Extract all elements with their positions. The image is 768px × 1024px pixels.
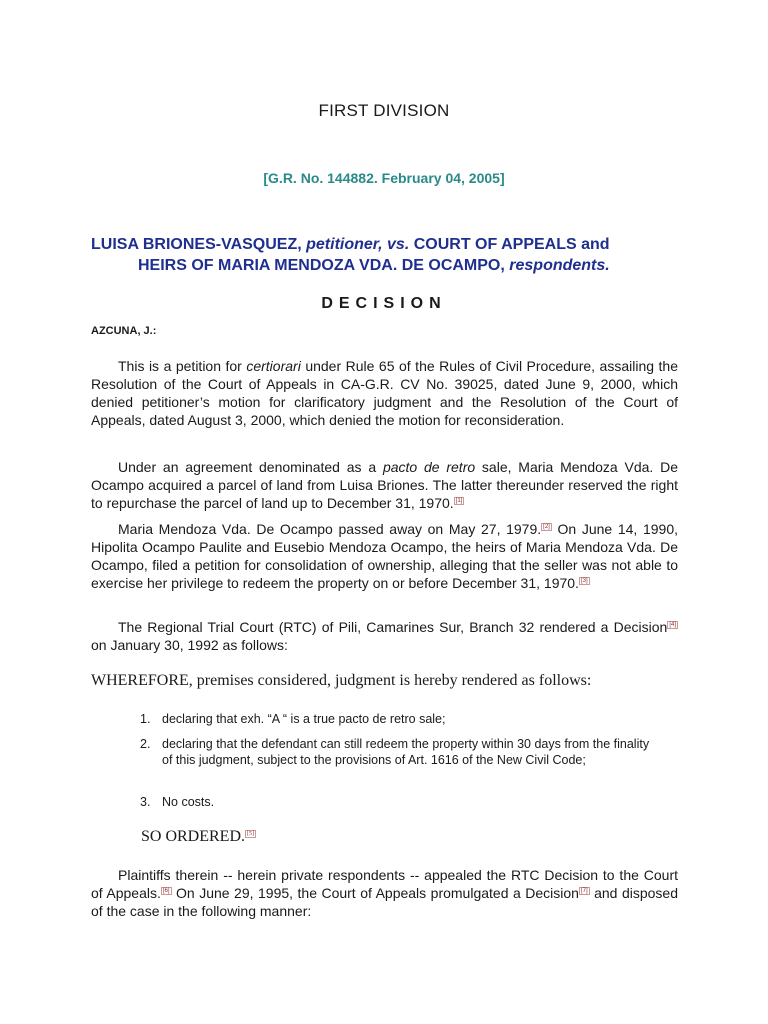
footnote-link-4[interactable]: [4] xyxy=(669,622,676,629)
dispositive-number: 1. xyxy=(140,712,151,726)
dispositive-intro: WHEREFORE, premises considered, judgment is hereby rendered as follows: xyxy=(91,672,592,689)
paragraph-2 xyxy=(91,458,678,512)
petitioner-name: LUISA BRIONES-VASQUEZ, xyxy=(91,236,307,253)
division-heading: FIRST DIVISION xyxy=(318,101,450,120)
paragraph-emphasis: certiorari xyxy=(246,358,301,374)
so-ordered-text: SO ORDERED. xyxy=(141,828,246,845)
footnote-link-2[interactable]: [2] xyxy=(543,524,550,531)
respondent-court: COURT OF APPEALS and xyxy=(409,236,610,253)
case-number: [G.R. No. 144882. February 04, 2005] xyxy=(263,170,505,186)
ponente: AZCUNA, J.: xyxy=(91,325,157,337)
paragraph-text: under Rule 65 of the Rules of Civil Procedure, assailing the Resolution of the Court of Appeals in CA-G.R. CV No. 39025, dated June 9, 2000, which denied petitioner’s motion for clarificatory judgment and the Resolution of the Court of Appeals, dated August 3, 2000, which denied the motion for reconsideration. xyxy=(91,358,678,428)
petitioner-role: petitioner, vs. xyxy=(306,236,410,253)
paragraph-text: sale, Maria Mendoza Vda. De Ocampo acquired a parcel of land from Luisa Briones. The latter thereunder reserved the right to repurchase the parcel of land up to December 31, 1970. xyxy=(91,459,678,511)
respondent-role: respondents. xyxy=(509,257,610,274)
paragraph-text: On June 29, 1995, the Court of Appeals promulgated a Decision xyxy=(171,885,579,901)
paragraph-text: On June 14, 1990, Hipolita Ocampo Paulite and Eusebio Mendoza Ocampo, the heirs of Maria Mendoza Vda. De Ocampo, filed a petition for consolidation of ownership, alleging that the seller was not able to exercise her privilege to redeem the property on or before December 31, 1970. xyxy=(91,521,678,591)
paragraph-text: on January 30, 1992 as follows: xyxy=(91,637,288,653)
paragraph-3 xyxy=(91,520,678,592)
footnote-link-1[interactable]: [1] xyxy=(455,498,463,505)
paragraph-1 xyxy=(91,357,678,429)
paragraph-5 xyxy=(91,866,678,920)
footnote-link-7[interactable]: [7] xyxy=(580,888,588,895)
respondent-heirs: HEIRS OF MARIA MENDOZA VDA. DE OCAMPO, xyxy=(138,257,510,274)
footnote-link-3[interactable]: [3] xyxy=(580,578,588,585)
dispositive-text: No costs. xyxy=(162,795,215,809)
paragraph-text: and disposed of the case in the following manner: xyxy=(91,885,679,919)
dispositive-number: 2. xyxy=(140,737,151,751)
so-ordered xyxy=(141,828,256,846)
dispositive-number: 3. xyxy=(140,795,151,809)
paragraph-text: This is a petition for xyxy=(118,358,247,374)
paragraph-text: Under an agreement denominated as a xyxy=(118,459,383,475)
paragraph-text: Maria Mendoza Vda. De Ocampo passed away on May 27, 1979. xyxy=(118,521,542,537)
dispositive-text: declaring that exh. “A “ is a true pacto de retro sale; xyxy=(162,712,446,726)
paragraph-text: The Regional Trial Court (RTC) of Pili, Camarines Sur, Branch 32 rendered a Decision xyxy=(118,619,668,635)
paragraph-emphasis: pacto de retro xyxy=(382,459,476,475)
paragraph-4 xyxy=(91,618,678,654)
footnote-link-5[interactable]: [5] xyxy=(247,830,255,837)
footnote-link-6[interactable]: [6] xyxy=(162,888,170,895)
decision-title: DECISION xyxy=(321,295,447,312)
case-parties xyxy=(91,234,681,276)
dispositive-text: declaring that the defendant can still redeem the property within 30 days from the finality of this judgment, subject to the provisions of Art. 1616 of the New Civil Code; xyxy=(162,737,650,767)
paragraph-text: Plaintiffs therein -- herein private respondents -- appealed the RTC Decision to the Court of Appeals. xyxy=(91,867,678,901)
